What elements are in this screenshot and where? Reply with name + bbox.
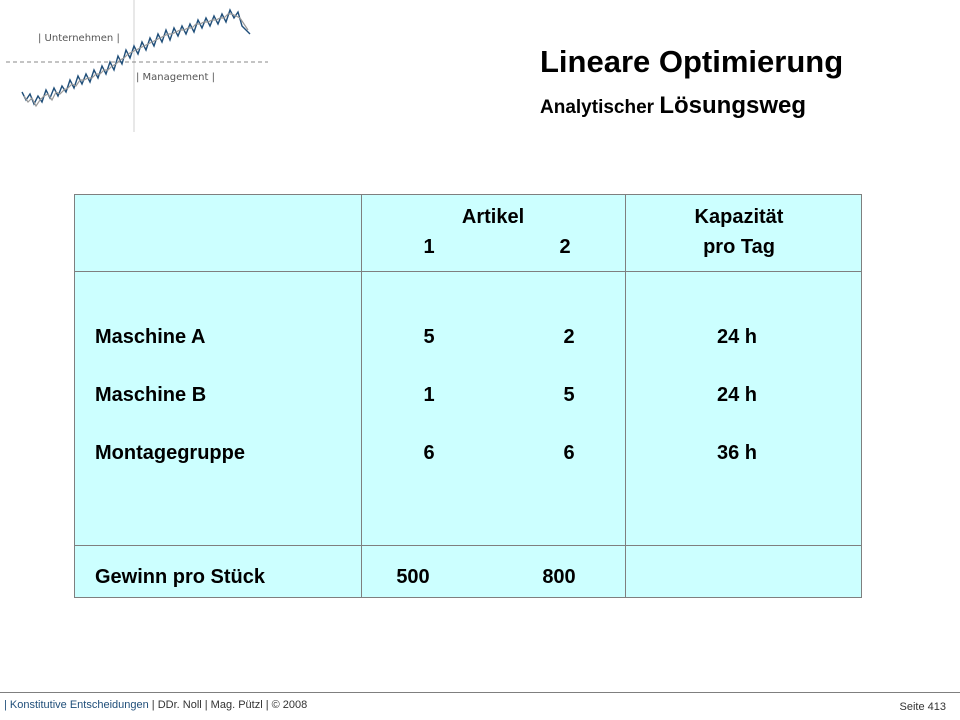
subtitle-part1: Analytischer xyxy=(540,97,660,118)
page-subtitle xyxy=(540,92,806,120)
footer-divider xyxy=(75,545,861,546)
subtitle-part2: Lösungsweg xyxy=(659,92,806,119)
row-value-a2: 2 xyxy=(563,326,575,348)
data-table xyxy=(74,194,862,598)
page-title: Lineare Optimierung xyxy=(540,44,844,79)
row-label-maschine-b: Maschine B xyxy=(95,384,207,406)
row-value-m2: 6 xyxy=(563,442,575,464)
row-capacity-b: 24 h xyxy=(717,384,758,406)
header-pro-tag: pro Tag xyxy=(703,236,775,258)
logo-bottom-text: | Management | xyxy=(136,72,215,83)
footer-section: | Konstitutive Entscheidungen xyxy=(4,699,149,711)
row-capacity-a: 24 h xyxy=(717,326,758,348)
footer-text xyxy=(4,699,307,711)
row-value-b1: 1 xyxy=(423,384,435,406)
stock-chart-logo-icon xyxy=(0,0,280,140)
header-col-1: 1 xyxy=(423,236,435,258)
header-col-2: 2 xyxy=(559,236,571,258)
row-value-m1: 6 xyxy=(423,442,435,464)
header-divider xyxy=(75,271,861,272)
footer-divider-line xyxy=(0,692,960,693)
header-artikel: Artikel xyxy=(461,206,525,228)
logo xyxy=(0,0,280,140)
row-value-b2: 5 xyxy=(563,384,575,406)
profit-label: Gewinn pro Stück xyxy=(95,566,266,588)
profit-value-1: 500 xyxy=(396,566,430,588)
column-divider-1 xyxy=(361,195,362,597)
row-value-a1: 5 xyxy=(423,326,435,348)
logo-top-text: | Unternehmen | xyxy=(38,33,120,44)
row-label-maschine-a: Maschine A xyxy=(95,326,206,348)
page-number: Seite 413 xyxy=(899,701,946,713)
row-capacity-m: 36 h xyxy=(717,442,758,464)
footer-authors: | DDr. Noll | Mag. Pützl | © 2008 xyxy=(148,699,308,711)
profit-value-2: 800 xyxy=(542,566,576,588)
row-label-montagegruppe: Montagegruppe xyxy=(95,442,245,464)
column-divider-2 xyxy=(625,195,626,597)
header-kapazitaet: Kapazität xyxy=(694,206,784,228)
